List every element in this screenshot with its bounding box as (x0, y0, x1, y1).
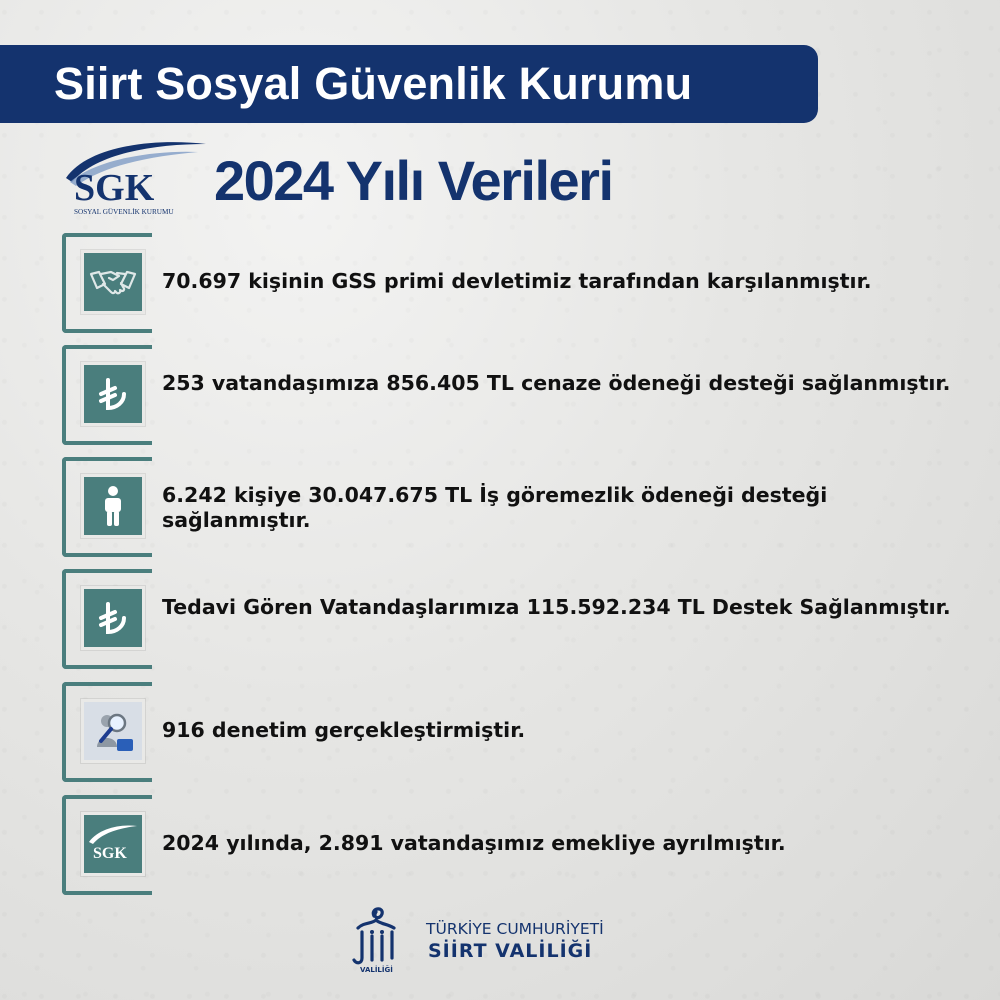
item-text: 2024 yılında, 2.891 vatandaşımız emekliye ayrılmıştır. (162, 831, 786, 855)
item-text: Tedavi Gören Vatandaşlarımıza 115.592.234 TL Destek Sağlanmıştır. (162, 595, 951, 619)
sgk-logo-text: SGK (74, 167, 155, 209)
person-icon (98, 485, 128, 527)
lira-icon (93, 374, 133, 414)
item-icon-box (81, 586, 145, 650)
page-title: Siirt Sosyal Güvenlik Kurumu (54, 58, 693, 109)
lira-icon (93, 598, 133, 638)
item-text: 6.242 kişiye 30.047.675 TL İş göremezlik ödeneği desteği sağlanmıştır. (162, 483, 828, 532)
stat-item-treatment (62, 569, 962, 674)
inspector-magnifier-icon (89, 707, 137, 755)
item-icon-box (81, 699, 145, 763)
sgk-logo-caption: SOSYAL GÜVENLİK KURUMU (74, 208, 174, 216)
item-icon-box (81, 250, 145, 314)
stat-item-gss (62, 233, 962, 338)
item-text: 916 denetim gerçekleştirmiştir. (162, 718, 526, 742)
stat-item-incapacity (62, 457, 962, 562)
footer-line1: TÜRKİYE CUMHURİYETİ (426, 920, 604, 938)
title-banner (0, 45, 818, 123)
siirt-valiligi-emblem (344, 902, 420, 978)
item-text: 70.697 kişinin GSS primi devletimiz tarafından karşılanmıştır. (162, 269, 872, 293)
stat-item-retirement (62, 795, 962, 900)
stat-item-inspection (62, 682, 962, 787)
stat-item-funeral (62, 345, 962, 450)
footer-line2: SİİRT VALİLİĞİ (428, 940, 593, 962)
footer (344, 902, 634, 982)
year-heading: 2024 Yılı Verileri (214, 149, 613, 212)
handshake-icon (89, 262, 137, 302)
svg-text:SGK: SGK (93, 845, 127, 862)
item-icon-box (81, 474, 145, 538)
sgk-logo (58, 138, 208, 218)
sgk-logo-icon (87, 824, 139, 864)
item-icon-box (81, 362, 145, 426)
emblem-caption: VALİLİĞİ (360, 966, 393, 974)
item-icon-box (81, 812, 145, 876)
sgk-logo-graphic (58, 138, 208, 218)
item-text: 253 vatandaşımıza 856.405 TL cenaze ödeneği desteği sağlanmıştır. (162, 371, 951, 395)
